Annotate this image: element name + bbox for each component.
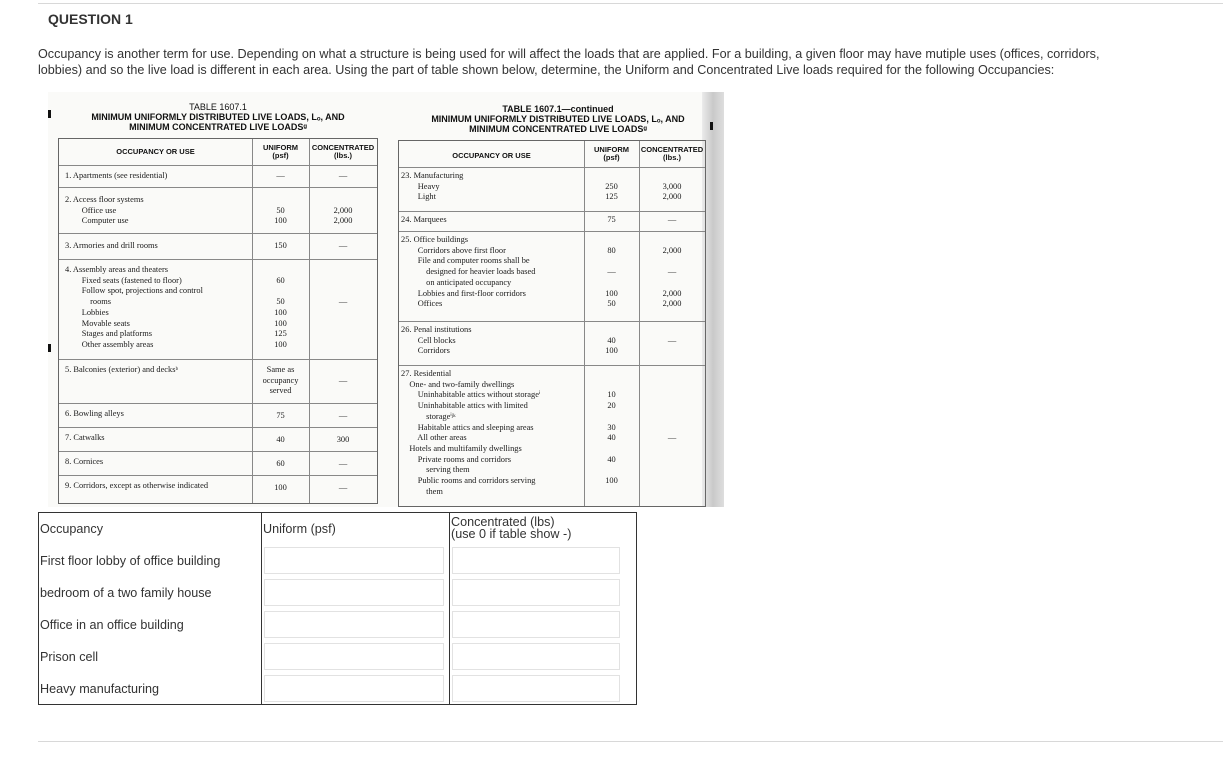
right-caption-1: TABLE 1607.1—continued	[502, 104, 614, 114]
left-row-concentrated: —	[338, 483, 348, 492]
right-row-concentrated: —	[667, 215, 677, 224]
left-col-uniform: UNIFORM (psf)	[263, 143, 298, 160]
concentrated-input[interactable]	[452, 675, 620, 702]
prompt-line-2: lobbies) and so the live load is different in each area. Using the part of table shown below, determine, the Uniform and Concentrated Live loads required for the following Occupancies:	[38, 63, 1055, 77]
left-table-caption	[68, 102, 368, 132]
right-row-occupancy: 24. Marquees	[401, 215, 447, 224]
row-occupancy-label: Office in an office building	[40, 618, 184, 632]
right-load-table	[398, 140, 706, 507]
table-row	[39, 545, 636, 577]
right-caption-3: MINIMUM CONCENTRATED LIVE LOADSᵍ	[469, 124, 647, 134]
right-row-occupancy: 27. Residential One- and two-family dwellings Uninhabitable attics without storageⁱ Uninhabitable attics with limited storageⁱʲᵏ Habitable attics and sleeping areas All other areas Hotels and multifamily dwellings Private rooms and corridors serving them Public rooms and corridors serving them	[401, 369, 541, 496]
row-occupancy-label: bedroom of a two family house	[40, 586, 212, 600]
left-row-concentrated: —	[338, 297, 348, 307]
left-caption-2: MINIMUM UNIFORMLY DISTRIBUTED LIVE LOADS, Lₒ, AND	[91, 112, 345, 122]
prompt-line-1: Occupancy is another term for use. Depending on what a structure is being used for will affect the loads that are applied. For a building, a given floor may have mutiple uses (offices, corridors,	[38, 47, 1100, 61]
left-row-concentrated: 300	[336, 435, 350, 444]
right-row-uniform: 80 — 100 50	[605, 245, 618, 309]
left-row-occupancy: 9. Corridors, except as otherwise indicated	[65, 481, 209, 490]
header-occupancy: Occupancy	[40, 522, 103, 536]
left-row-uniform: 60 50 100 100 125 100	[274, 275, 287, 349]
uniform-cell	[261, 641, 449, 673]
concentrated-input[interactable]	[452, 611, 620, 638]
uniform-input[interactable]	[264, 547, 444, 574]
right-caption-2: MINIMUM UNIFORMLY DISTRIBUTED LIVE LOADS, Lₒ, AND	[431, 114, 685, 124]
answer-header-row	[39, 513, 636, 545]
uniform-cell	[261, 609, 449, 641]
table-row	[39, 577, 636, 609]
left-row-uniform: 100	[274, 483, 287, 492]
left-row-concentrated: —	[338, 411, 348, 420]
concentrated-cell	[449, 545, 636, 577]
concentrated-cell	[449, 577, 636, 609]
table-row	[39, 673, 636, 705]
right-row-concentrated: —	[667, 433, 677, 443]
left-row-occupancy: 5. Balconies (exterior) and decksᵇ	[65, 365, 179, 374]
table-row	[39, 609, 636, 641]
left-row-occupancy: 6. Bowling alleys	[65, 409, 124, 418]
right-row-occupancy: 23. Manufacturing Heavy Light	[401, 171, 464, 202]
left-load-table	[58, 138, 378, 504]
left-row-occupancy: 7. Catwalks	[65, 433, 105, 442]
left-row-concentrated: —	[338, 459, 348, 468]
right-row-concentrated: 3,000 2,000	[662, 181, 682, 202]
left-row-occupancy: 2. Access floor systems Office use Computer use	[65, 195, 144, 226]
right-row-uniform: 250 125	[605, 181, 618, 202]
header-concentrated-line-1: Concentrated (lbs)	[451, 515, 555, 529]
question-title: QUESTION 1	[48, 11, 133, 27]
left-row-occupancy: 1. Apartments (see residential)	[65, 171, 168, 180]
uniform-cell	[261, 673, 449, 705]
row-occupancy-label: Heavy manufacturing	[40, 682, 160, 696]
header-uniform: Uniform (psf)	[261, 513, 449, 545]
right-row-occupancy: 25. Office buildings Corridors above first floor File and computer rooms shall be designed for heavier loads based on anticipated occupancy Lobbies and first-floor corridors Offices	[401, 235, 536, 309]
left-row-concentrated: —	[338, 171, 348, 180]
right-row-concentrated: —	[667, 335, 677, 345]
right-col-uniform: UNIFORM (psf)	[594, 145, 629, 162]
change-bar	[48, 110, 51, 118]
uniform-input[interactable]	[264, 579, 444, 606]
left-row-occupancy: 4. Assembly areas and theaters Fixed seats (fastened to floor) Follow spot, projections and control rooms Lobbies Movable seats Stages and platforms Other assembly areas	[65, 265, 203, 349]
right-row-uniform: 10 20 30 40 40 100	[605, 390, 618, 486]
top-divider	[38, 3, 1223, 4]
answer-table	[38, 512, 637, 705]
left-row-uniform: 50 100	[274, 205, 287, 226]
concentrated-cell	[449, 641, 636, 673]
uniform-input[interactable]	[264, 675, 444, 702]
left-row-uniform: 60	[276, 459, 285, 468]
row-occupancy-label: Prison cell	[40, 650, 99, 664]
left-row-occupancy: 3. Armories and drill rooms	[65, 241, 158, 250]
bottom-divider	[38, 741, 1223, 742]
right-row-occupancy: 26. Penal institutions Cell blocks Corridors	[401, 325, 472, 356]
left-row-uniform: 75	[276, 411, 285, 420]
right-row-concentrated: 2,000 — 2,000 2,000	[662, 245, 682, 309]
uniform-cell	[261, 577, 449, 609]
question-prompt	[38, 46, 1218, 78]
right-col-occupancy: OCCUPANCY OR USE	[452, 151, 531, 160]
header-concentrated	[449, 513, 636, 545]
uniform-input[interactable]	[264, 611, 444, 638]
left-row-concentrated: —	[338, 241, 348, 250]
left-row-uniform: 40	[276, 435, 285, 444]
left-caption-3: MINIMUM CONCENTRATED LIVE LOADSᵍ	[129, 122, 307, 132]
header-concentrated-line-2: (use 0 if table show -)	[451, 527, 572, 541]
row-occupancy-label: First floor lobby of office building	[40, 554, 221, 568]
left-row-concentrated: 2,000 2,000	[333, 205, 353, 226]
left-row-concentrated: —	[338, 375, 348, 385]
left-caption-1: TABLE 1607.1	[189, 102, 247, 112]
uniform-input[interactable]	[264, 643, 444, 670]
concentrated-cell	[449, 609, 636, 641]
table-1607-image	[48, 92, 724, 507]
left-col-concentrated: CONCENTRATED (lbs.)	[311, 143, 375, 160]
table-row	[39, 641, 636, 673]
concentrated-input[interactable]	[452, 579, 620, 606]
left-row-occupancy: 8. Cornices	[65, 457, 104, 466]
right-row-uniform: 75	[607, 215, 616, 224]
left-row-uniform: Same as occupancy served	[262, 365, 299, 396]
uniform-cell	[261, 545, 449, 577]
change-bar	[710, 122, 713, 130]
concentrated-input[interactable]	[452, 643, 620, 670]
right-table-caption	[408, 104, 708, 134]
change-bar	[48, 344, 51, 352]
right-col-concentrated: CONCENTRATED (lbs.)	[640, 145, 704, 162]
concentrated-input[interactable]	[452, 547, 620, 574]
left-row-uniform: 150	[274, 241, 287, 250]
left-col-occupancy: OCCUPANCY OR USE	[116, 147, 195, 156]
right-row-uniform: 40 100	[605, 335, 618, 356]
left-row-uniform: —	[276, 171, 285, 180]
concentrated-cell	[449, 673, 636, 705]
